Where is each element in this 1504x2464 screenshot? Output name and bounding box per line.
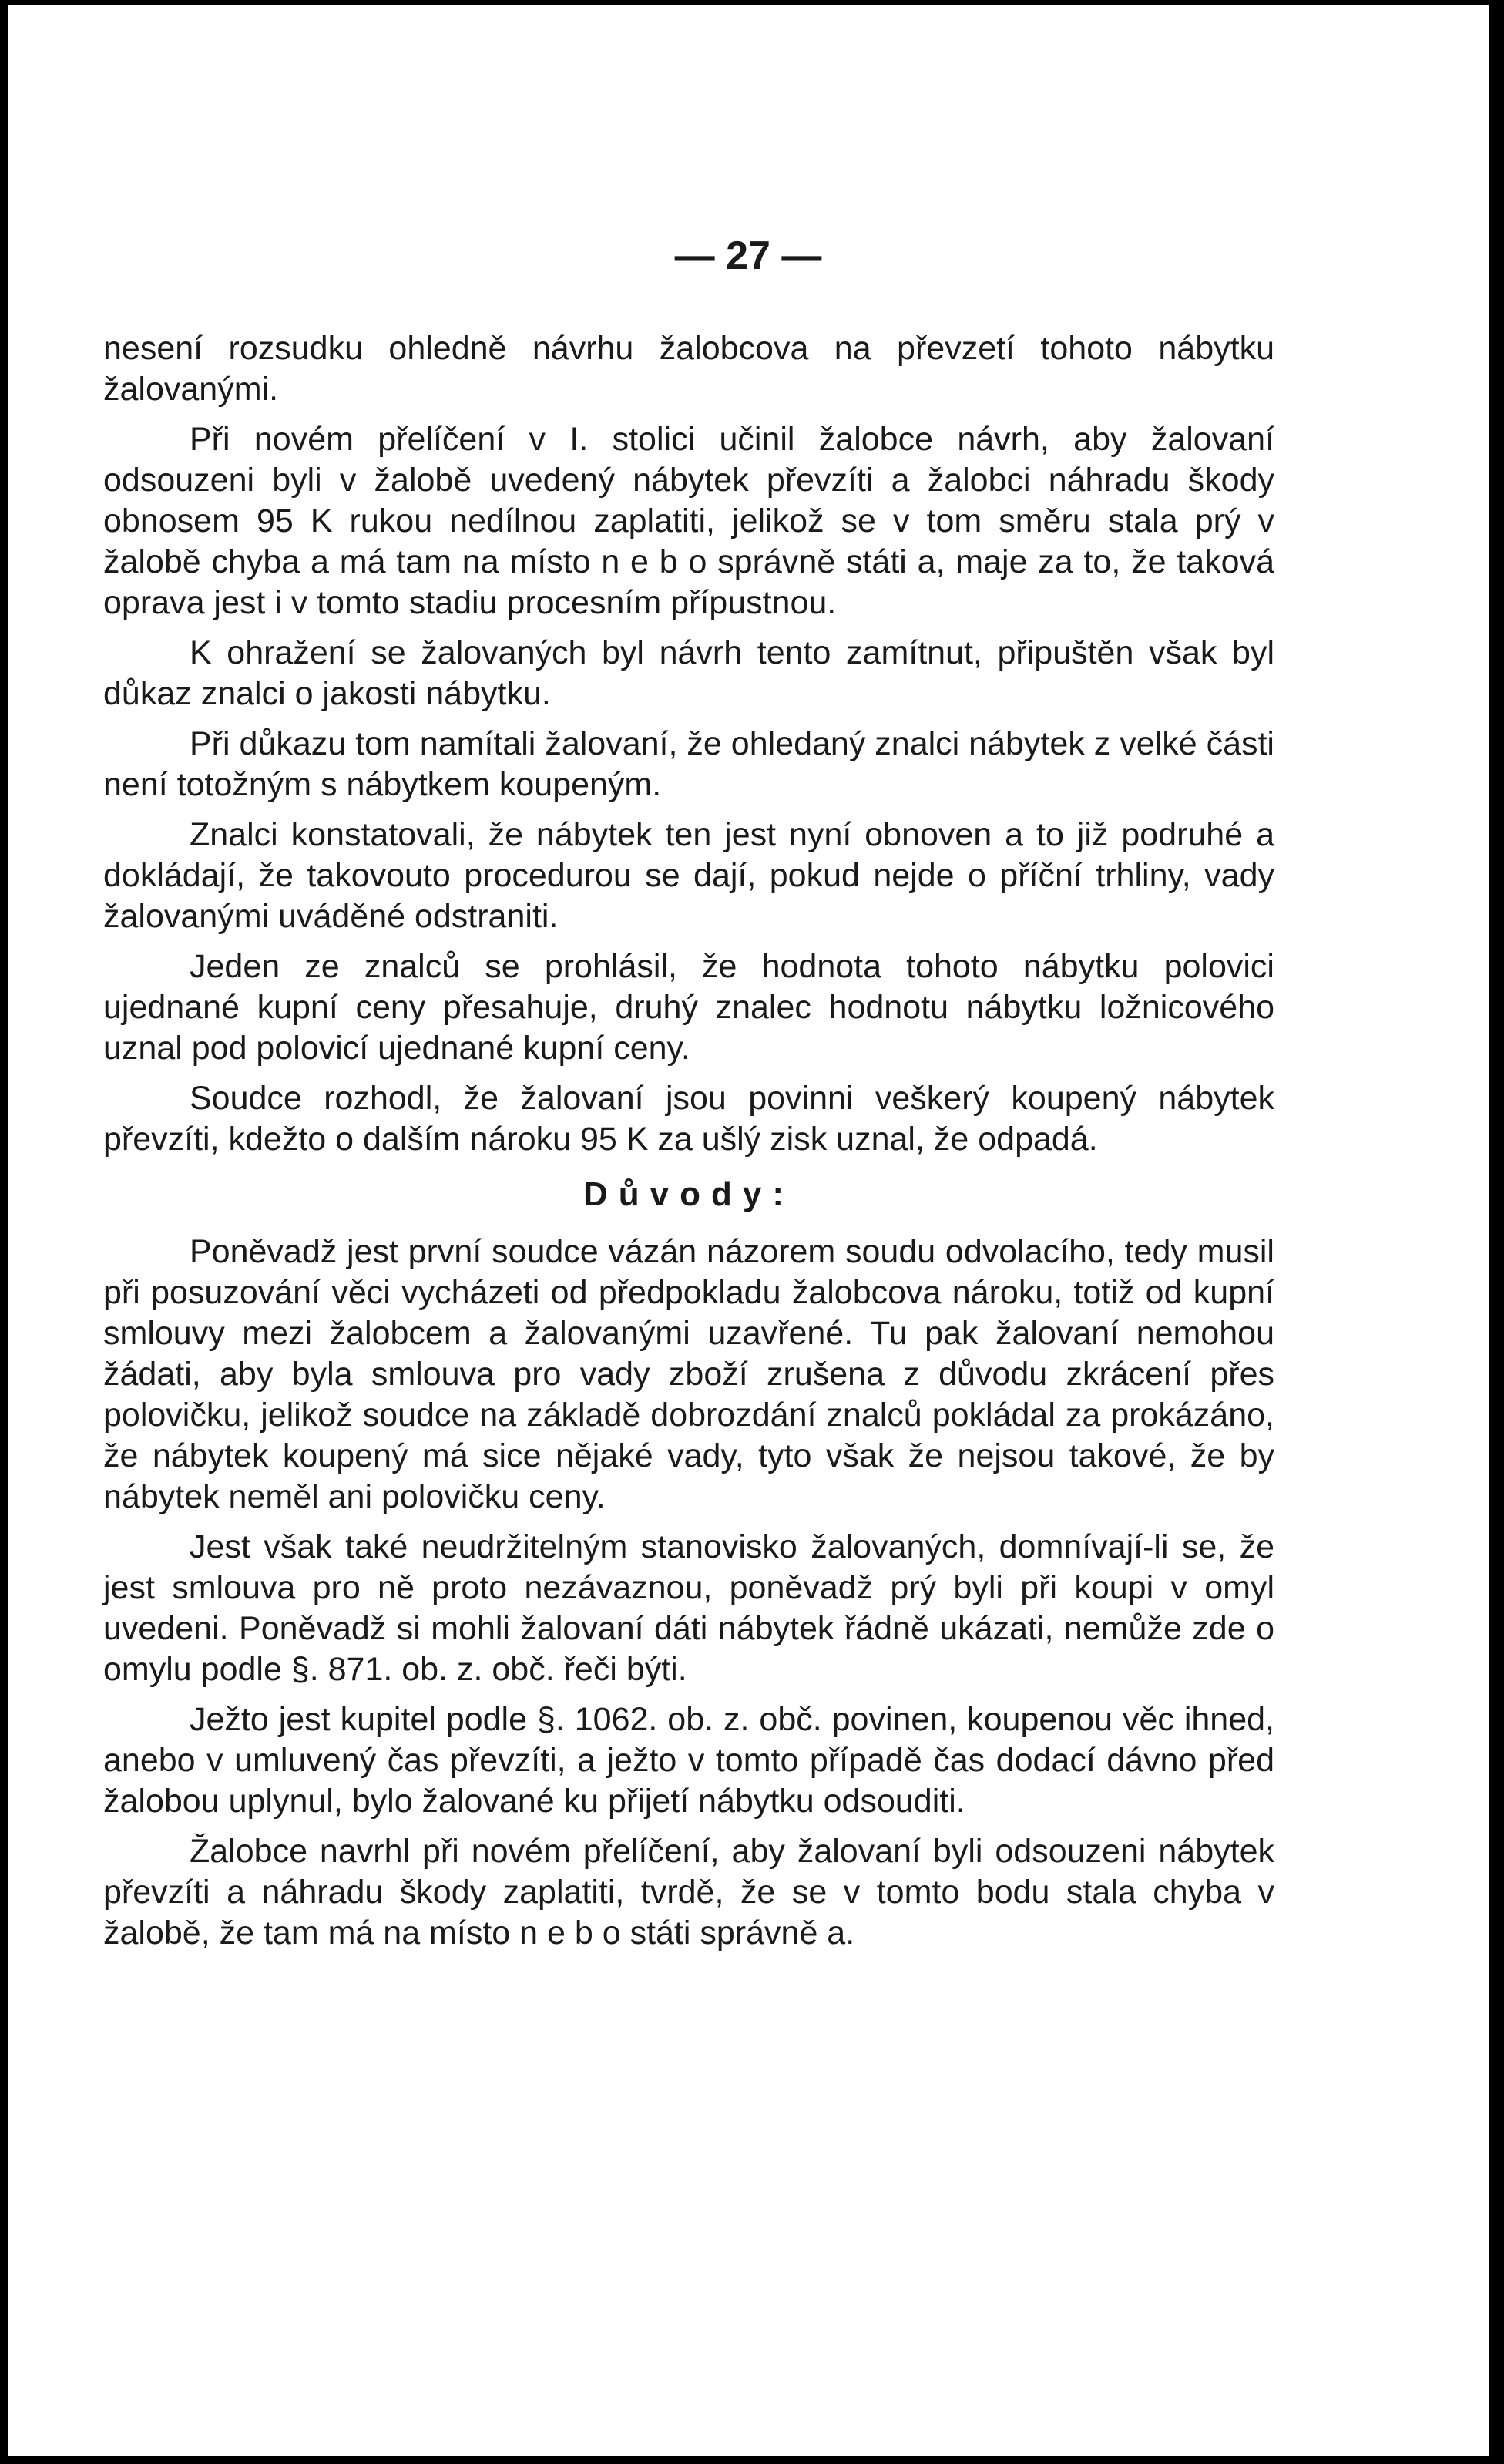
paragraph-1: nesení rozsudku ohledně návrhu žalobcova na převzetí tohoto nábytku žalovanými. — [103, 330, 1274, 408]
paragraph-4: Při důkazu tom namítali žalovaní, že ohledaný znalci nábytek z velké části není totožným s nábytkem koupeným. — [103, 725, 1274, 803]
paragraph-10: Ježto jest kupitel podle §. 1062. ob. z. obč. povinen, koupenou věc ihned, anebo v umluvený čas převzíti, a ježto v tomto případě čas dodací dávno před žalobou uplynul, bylo žalované ku přijetí nábytku odsouditi. — [103, 1701, 1274, 1820]
paragraph-11: Žalobce navrhl při novém přelíčení, aby žalovaní byli odsouzeni nábytek převzíti a náhradu škody zaplatiti, tvrdě, že se v tomto bodu stala chyba v žalobě, že tam má na místo n e b o státi správně a. — [103, 1833, 1274, 1951]
paragraph-2: Při novém přelíčení v I. stolici učinil žalobce návrh, aby žalovaní odsouzeni byli v žalobě uvedený nábytek převzíti a žalobci náhradu škody obnosem 95 K rukou nedílnou zaplatiti, jelikož se v tom směru stala prý v žalobě chyba a má tam na místo n e b o správně státi a, maje za to, že taková oprava jest i v tomto stadiu procesním přípustnou. — [103, 421, 1274, 621]
paragraph-8: Poněvadž jest první soudce vázán názorem soudu odvolacího, tedy musil při posuzování věci vycházeti od předpokladu žalobcova nároku, totiž od kupní smlouvy mezi žalobcem a žalovanými uzavřené. Tu pak žalovaní nemohou žádati, aby byla smlouva pro vady zboží zrušena z důvodu zkrácení přes polovičku, jelikož soudce na základě dobrozdání znalců pokládal za prokázáno, že nábytek koupený má sice nějaké vady, tyto však že nejsou takové, že by nábytek neměl ani polovičku ceny. — [103, 1233, 1274, 1515]
page-number: — 27 — — [674, 234, 822, 278]
section-heading: Důvody: — [583, 1175, 794, 1213]
paragraph-3: K ohražení se žalovaných byl návrh tento zamítnut, připuštěn však byl důkaz znalci o jakosti nábytku. — [103, 634, 1274, 712]
paragraph-5: Znalci konstatovali, že nábytek ten jest nyní obnoven a to již podruhé a dokládají, že takovouto procedurou se dají, pokud nejde o příční trhliny, vady žalovanými uváděné odstraniti. — [103, 816, 1274, 935]
paragraph-7: Soudce rozhodl, že žalovaní jsou povinni veškerý koupený nábytek převzíti, kdežto o dalším nároku 95 K za ušlý zisk uznal, že odpadá. — [103, 1080, 1274, 1158]
paragraph-6: Jeden ze znalců se prohlásil, že hodnota tohoto nábytku polovici ujednané kupní ceny přesahuje, druhý znalec hodnotu nábytku ložnicového uznal pod polovicí ujednané kupní ceny. — [103, 948, 1274, 1067]
document-page — [8, 5, 1489, 2456]
body-text — [103, 328, 1274, 1963]
paragraph-9: Jest však také neudržitelným stanovisko žalovaných, domnívají-li se, že jest smlouva pro ně proto nezávaznou, poněvadž prý byli při koupi v omyl uvedeni. Poněvadž si mohli žalovaní dáti nábytek řádně ukázati, nemůže zde o omylu podle §. 871. ob. z. obč. řeči býti. — [103, 1528, 1274, 1688]
